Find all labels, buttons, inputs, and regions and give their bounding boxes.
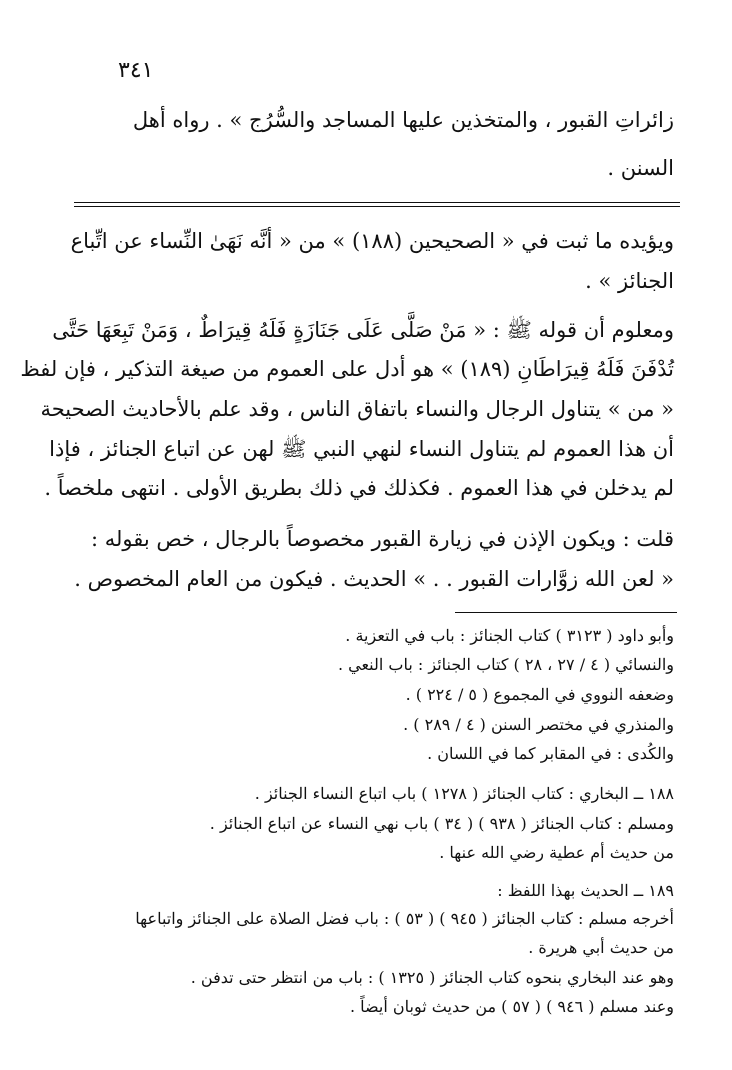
footnote-189-line: ١٨٩ ــ الحديث بهذا اللفظ : — [497, 881, 674, 900]
text-line: أن هذا العموم لم يتناول النساء لنهي النبي ﷺ لهن عن اتباع الجنائز ، فإذا — [49, 437, 674, 461]
text-line: قلت : ويكون الإذن في زيارة القبور مخصوصاً بالرجال ، خص بقوله : — [91, 527, 674, 551]
text-line: ومعلوم أن قوله ﷺ : « مَنْ صَلَّى عَلَى جَنَازَةٍ فَلَهُ قِيرَاطٌ ، وَمَنْ تَبِعَهَا حَتَّى — [52, 318, 674, 342]
text-line: « من » يتناول الرجال والنساء باتفاق الناس ، وقد علم بالأحاديث الصحيحة — [40, 397, 674, 421]
footnote-188-line: ومسلم : كتاب الجنائز ( ٩٣٨ ) ( ٣٤ ) باب نهي النساء عن اتباع الجنائز . — [209, 814, 674, 833]
footnote-189-line: وهو عند البخاري بنحوه كتاب الجنائز ( ١٣٢٥ ) : باب من انتظر حتى تدفن . — [190, 968, 674, 987]
footnote-189-line: من حديث أبي هريرة . — [528, 938, 674, 957]
separator-rule-bottom — [74, 206, 680, 207]
footnote-line: والمنذري في مختصر السنن ( ٤ / ٢٨٩ ) . — [403, 715, 674, 734]
text-line: السنن . — [607, 156, 674, 180]
footnote-188-line: ١٨٨ ــ البخاري : كتاب الجنائز ( ١٢٧٨ ) باب اتباع النساء الجنائز . — [254, 784, 674, 803]
text-line: تُدْفَنَ فَلَهُ قِيرَاطَانِ (١٨٩) » هو أدل على العموم من صيغة التذكير ، فإن لفظ — [20, 357, 674, 381]
text-line: ويؤيده ما ثبت في « الصحيحين (١٨٨) » من « أنَّه نَهَىٰ النِّساء عن اتِّباع — [70, 229, 674, 253]
footnote-line: وضعفه النووي في المجموع ( ٥ / ٢٢٤ ) . — [405, 685, 674, 704]
page-number: ٣٤١ — [118, 58, 154, 83]
footnote-line: والكُدى : في المقابر كما في اللسان . — [427, 744, 674, 763]
footnote-188-line: من حديث أم عطية رضي الله عنها . — [439, 843, 674, 862]
text-line: « لعن الله زوَّارات القبور . . » الحديث . فيكون من العام المخصوص . — [74, 567, 674, 591]
text-line: لم يدخلن في هذا العموم . فكذلك في ذلك بطريق الأولى . انتهى ملخصاً . — [44, 476, 674, 500]
text-line: الجنائز » . — [585, 269, 674, 293]
footnote-separator — [455, 612, 677, 613]
separator-rule-top — [74, 202, 680, 203]
text-line: زائراتِ القبور ، والمتخذين عليها المساجد والسُّرُج » . رواه أهل — [132, 108, 674, 132]
footnote-line: والنسائي ( ٤ / ٢٧ ، ٢٨ ) كتاب الجنائز : باب النعي . — [337, 655, 674, 674]
footnote-line: وأبو داود ( ٣١٢٣ ) كتاب الجنائز : باب في التعزية . — [345, 626, 674, 645]
footnote-189-line: أخرجه مسلم : كتاب الجنائز ( ٩٤٥ ) ( ٥٣ ) : باب فضل الصلاة على الجنائز واتباعها — [135, 909, 674, 928]
footnote-189-line: وعند مسلم ( ٩٤٦ ) ( ٥٧ ) من حديث ثوبان أيضاً . — [349, 997, 674, 1016]
